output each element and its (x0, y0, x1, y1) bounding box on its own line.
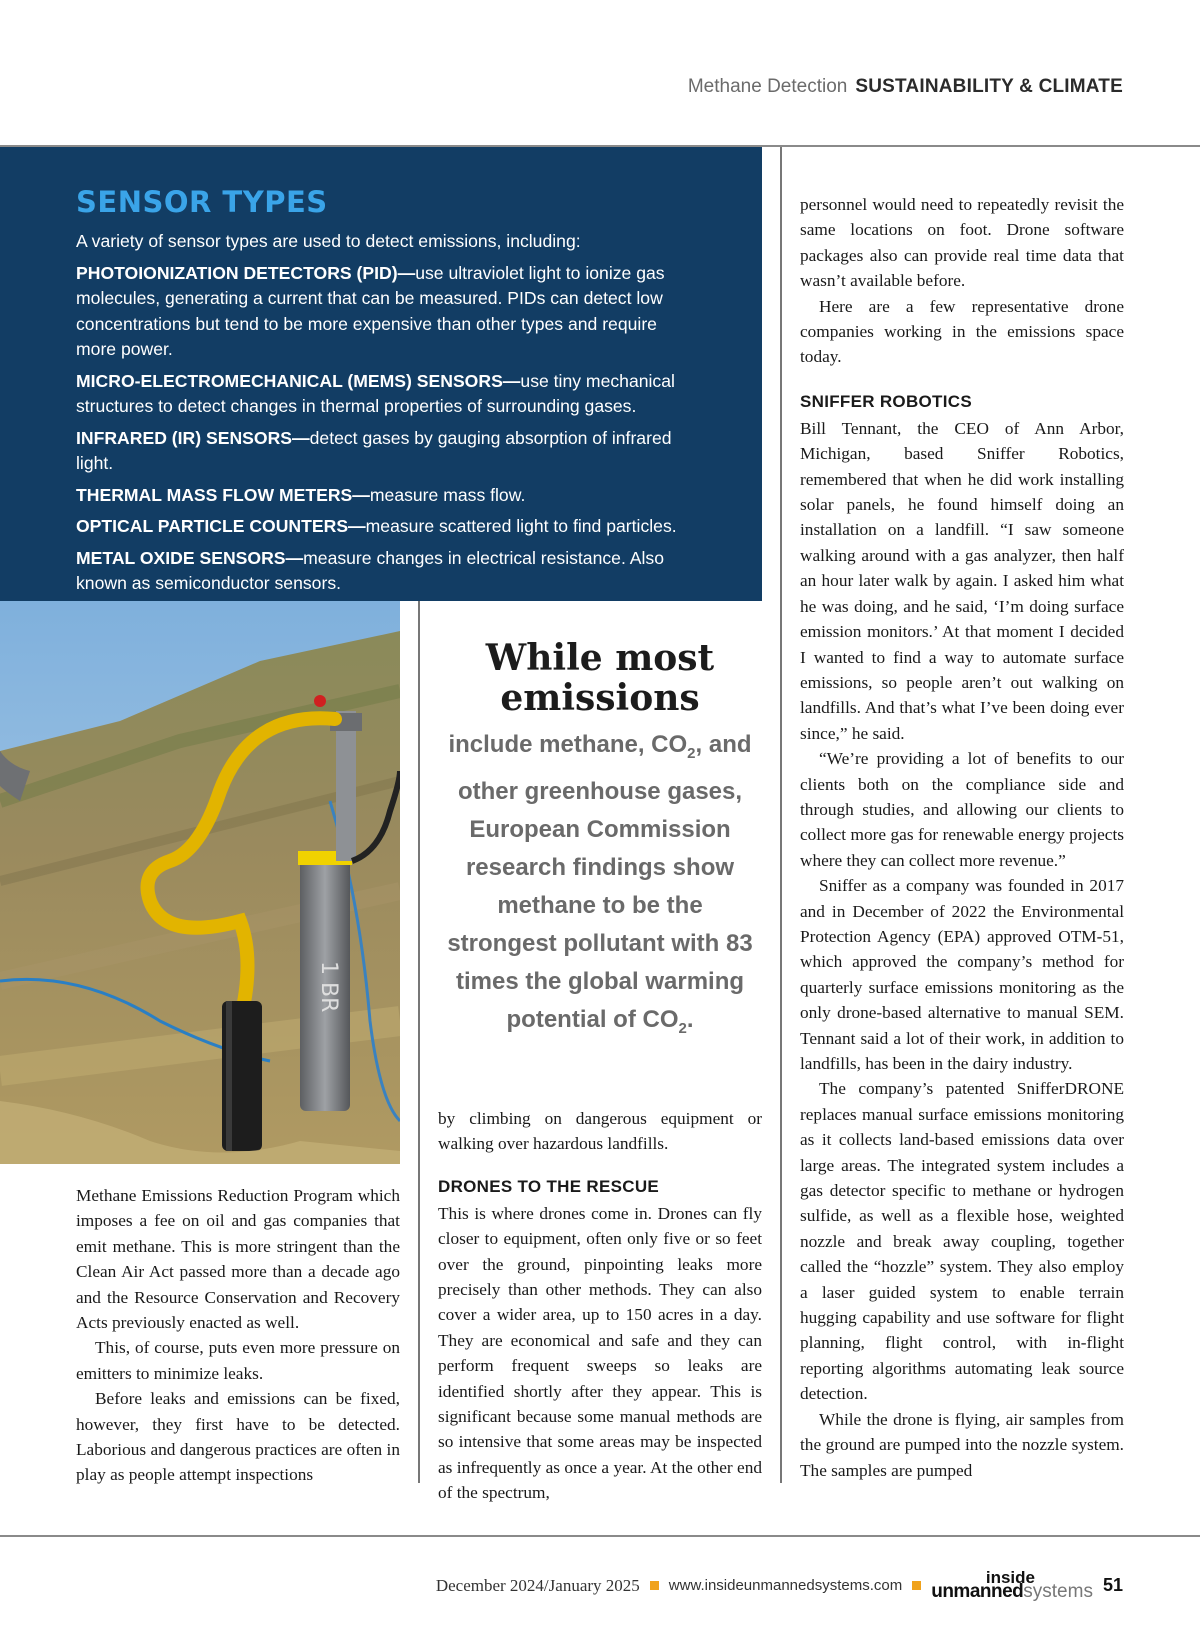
issue-date: December 2024/January 2025 (435, 1575, 640, 1595)
pipe-marking: 1 BR (316, 961, 341, 1013)
paragraph: This is where drones come in. Drones can fly closer to equipment, often only five or so feet over the ground, pinpointing leaks more precisely than other methods. They can also cover a wider area, up to 150 acres in a day. They are economical and safe and they can perform frequent sweeps so leaks are identified shortly after they appear. This is significant because some manual methods are so intensive that some areas may be inspected as infrequently as once a year. At the other end of the spectrum, (438, 1203, 762, 1503)
logo-wordmark (931, 1581, 1093, 1602)
separator-square-icon (912, 1581, 921, 1590)
sensor-item (76, 514, 692, 540)
logo-suffix: systems (1023, 1581, 1093, 1602)
paragraph: The company’s patented SnifferDRONE replaces manual surface emissions monitoring as it collects land-based emissions data over large areas. The integrated system includes a gas detector specific to methane or hydrogen sulfide, as well as a flexible hose, weighted nozzle and break away coupling, together called the “hozzle” system. They also employ a laser guided system to enable terrain hugging capability and use software for flight planning, flight control, with in-flight reporting algorithms automating leak source detection. (800, 1079, 1124, 1404)
header-topic: Methane Detection (687, 76, 848, 97)
sensor-term: INFRARED (IR) SENSORS— (76, 427, 310, 448)
landfill-wellhead-photo (0, 601, 400, 1164)
paragraph: This, of course, puts even more pressure on emitters to minimize leaks. (76, 1338, 400, 1383)
publication-logo (931, 1568, 1093, 1602)
pq-text: include methane, CO (448, 731, 688, 758)
website-link[interactable]: www.insideunmannedsystems.com (668, 1577, 903, 1594)
pull-quote-headline: While most emissions (485, 637, 715, 719)
article-column-2 (438, 1106, 762, 1506)
sensor-item (76, 261, 692, 363)
paragraph: “We’re providing a lot of benefits to our clients both on the compliance side and through studies, and allowing our clients to collect more gas for renewable energy projects where they can collect more revenue.” (800, 749, 1124, 870)
logo-top-word: inside (985, 1568, 1035, 1587)
sensor-term: OPTICAL PARTICLE COUNTERS— (76, 516, 366, 536)
pq-subscript: 2 (678, 1019, 687, 1037)
paragraph: While the drone is flying, air samples from the ground are pumped into the nozzle system. The samples are pumped (800, 1409, 1124, 1480)
sensor-term: THERMAL MASS FLOW METERS— (76, 484, 370, 505)
sensor-term: PHOTOIONIZATION DETECTORS (PID)— (76, 262, 416, 283)
running-header (688, 76, 1123, 98)
paragraph: Before leaks and emissions can be fixed, however, they first have to be detected. Laborious and dangerous practices are often in play as people attempt inspections (76, 1389, 400, 1485)
sensor-desc: use ultraviolet light to ionize gas molecules, generating a current that can be measured. PIDs can detect low concentrations but tend to be more expensive than other types and require more power. (76, 262, 665, 359)
paragraph: Methane Emissions Reduction Program which imposes a fee on oil and gas companies that emit methane. This is more stringent than the Clean Air Act passed more than a decade ago and the Resource Conservation and Recovery Acts previously enacted as well. (76, 1186, 400, 1333)
sensor-desc: measure changes in electrical resistance. Also known as semiconductor sensors. (76, 547, 664, 593)
page-number: 51 (1102, 1575, 1123, 1595)
section-subhead: DRONES TO THE RESCUE (438, 1176, 660, 1196)
paragraph: by climbing on dangerous equipment or walking over hazardous landfills. (438, 1109, 762, 1154)
footer-rule (0, 1535, 1200, 1537)
pq-subscript: 2 (687, 744, 696, 762)
column-divider (780, 147, 782, 1483)
logo-brand: unmanned (931, 1581, 1024, 1602)
sensor-desc: use tiny mechanical structures to detect changes in thermal properties of surrounding gases. (76, 370, 675, 416)
sensor-item (76, 483, 692, 509)
sensor-item (76, 546, 692, 597)
sensor-item (76, 426, 692, 477)
pull-quote (440, 638, 760, 1048)
pull-quote-body (440, 726, 760, 1048)
paragraph: Bill Tennant, the CEO of Ann Arbor, Michigan, based Sniffer Robotics, remembered that when he did work installing solar panels, he found himself doing an installation on a landfill. “I saw someone walking around with a gas analyzer, then half an hour later walk by again. I asked him what he was doing, and he said, ‘I’m doing surface emission monitors.’ At that moment I decided I wanted to find a way to automate surface emissions, so people aren’t out walking on landfills. And that’s what I’ve been doing ever since,” he said. (800, 418, 1124, 743)
column-divider (418, 601, 420, 1483)
sidebar-intro: A variety of sensor types are used to detect emissions, including: (76, 231, 581, 251)
sensor-item (76, 369, 692, 420)
sensor-term: MICRO-ELECTROMECHANICAL (MEMS) SENSORS— (76, 370, 521, 391)
sensor-desc: detect gases by gauging absorption of infrared light. (76, 427, 672, 473)
pq-text: . (686, 1005, 694, 1033)
paragraph: Sniffer as a company was founded in 2017 and in December of 2022 the Environmental Protection Agency (EPA) approved OTM-51, which approved the company’s method for quarterly surface emissions monitoring as the only drone-based alternative to manual SEM. Tennant said a lot of their work, in addition to landfills, has been in the dairy industry. (800, 876, 1124, 1073)
sensor-term: METAL OXIDE SENSORS— (76, 547, 304, 568)
sensor-types-sidebar (0, 147, 762, 601)
sensor-desc: measure scattered light to find particles. (365, 516, 677, 536)
page-footer (435, 1568, 1123, 1602)
paragraph: Here are a few representative drone companies working in the emissions space today. (800, 296, 1124, 367)
paragraph: personnel would need to repeatedly revisit the same locations on foot. Drone software packages also can provide real time data that wasn’t available before. (800, 195, 1124, 291)
separator-square-icon (650, 1581, 659, 1590)
section-subhead: SNIFFER ROBOTICS (800, 391, 972, 411)
pq-text: , and other greenhouse gases, European Commission research findings show methane to be the strongest pollutant with 83 times the global warming potential of CO (447, 731, 753, 1033)
article-column-1 (76, 1183, 400, 1488)
header-section: SUSTAINABILITY & CLIMATE (855, 76, 1123, 97)
sidebar-title: SENSOR TYPES (76, 185, 328, 219)
sensor-desc: measure mass flow. (369, 484, 526, 505)
article-column-3 (800, 192, 1124, 1483)
